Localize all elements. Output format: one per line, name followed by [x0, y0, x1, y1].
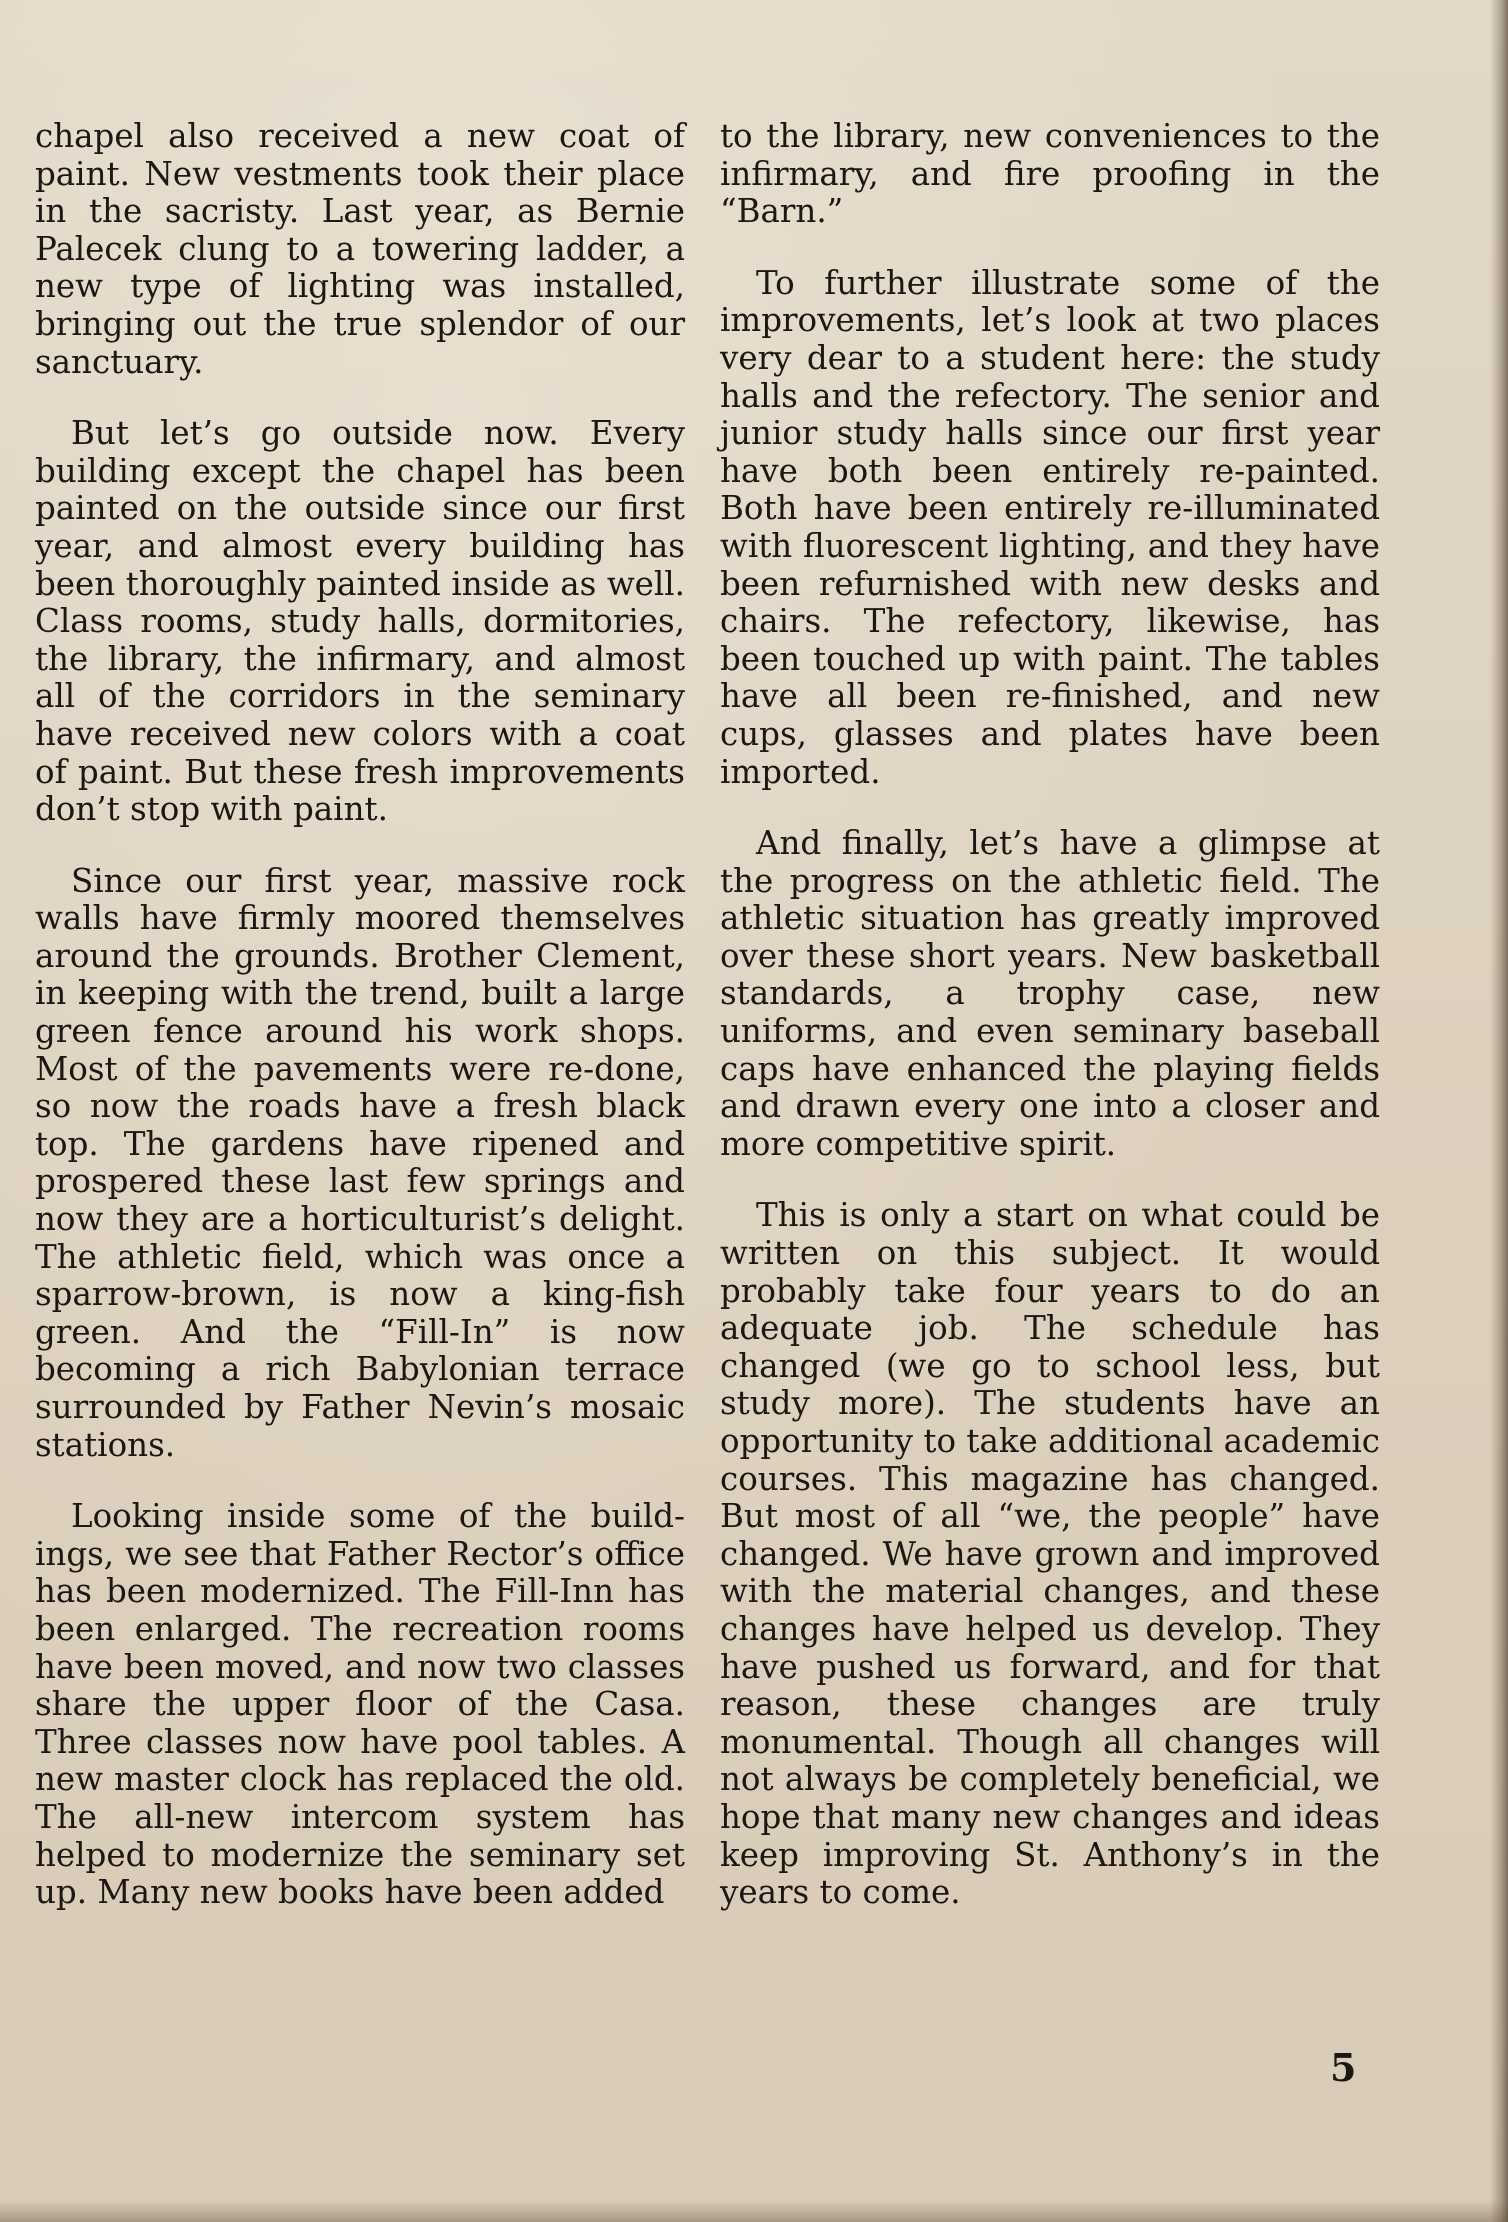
page-number: 5 [1330, 2045, 1357, 2090]
paragraph-grounds: Since our first year, massive rock walls have firmly moored themselves around the grounds. Brother Clement, in keeping with the trend, built a large green fence around his work shops. Most of the pavements were re-done, so now the roads have a fresh black top. The gardens have ripened and prospered these last few springs and now they are a horticulturist’s delight. The athletic field, which was once a sparrow-brown, is now a king-fish green. And the “Fill-In” is now becoming a rich Babylonian terrace surrounded by Father Nevin’s mosaic stations. [35, 861, 685, 1464]
paragraph-inside-buildings: Looking inside some of the buildings, we see that Father Rector’s office has been modernized. The Fill-Inn has been enlarged. The recreation rooms have been moved, and now two classes share the upper floor of the Casa. Three classes now have pool tables. A new master clock has replaced the old. The all-new intercom system has helped to modernize the seminary set up. Many new books have been added [35, 1497, 685, 1912]
right-text-column [720, 118, 1380, 1946]
left-text-column [35, 118, 685, 1946]
paragraph-outside: But let’s go outside now. Every building except the chapel has been painted on the outside since our first year, and almost every building has been thoroughly painted inside as well. Class rooms, study halls, dormitories, the library, the infirmary, and almost all of the corridors in the seminary have received new colors with a coat of paint. But these fresh improvements don’t stop with paint. [35, 414, 685, 829]
paragraph-conclusion: This is only a start on what could be written on this subject. It would probably take four years to do an adequate job. The schedule has changed (we go to school less, but study more). The students have an opportunity to take additional academic courses. This magazine has changed. But most of all “we, the people” have changed. We have grown and improved with the material changes, and these changes have helped us develop. They have pushed us forward, and for that reason, these changes are truly monumental. Though all changes will not always be completely beneficial, we hope that many new changes and ideas keep improving St. Anthony’s in the years to come. [720, 1196, 1380, 1912]
page-edge-shadow [1490, 0, 1508, 2222]
paragraph-chapel: chapel also received a new coat of paint. New vestments took their place in the sacristy. Last year, as Bernie Palecek clung to a towering ladder, a new type of lighting was installed, bringing out the true splendor of our sanctuary. [35, 117, 685, 381]
paragraph-athletic-field: And finally, let’s have a glimpse at the progress on the athletic field. The athletic situation has greatly improved over these short years. New basketball standards, a trophy case, new uniforms, and even seminary baseball caps have enhanced the playing fields and drawn every one into a closer and more competitive spirit. [720, 824, 1380, 1163]
page-bottom-shadow [0, 2200, 1508, 2222]
paragraph-library: to the library, new conveniences to the infirmary, and fire proofing in the “Barn.” [720, 117, 1380, 231]
paragraph-study-halls: To further illustrate some of the improvements, let’s look at two places very dear to a student here: the study halls and the refectory. The senior and junior study halls since our first year have both been entirely re-painted. Both have been entirely re-illuminated with fluorescent lighting, and they have been refurnished with new desks and chairs. The refectory, likewise, has been touched up with paint. The tables have all been re-finished, and new cups, glasses and plates have been imported. [720, 263, 1380, 791]
